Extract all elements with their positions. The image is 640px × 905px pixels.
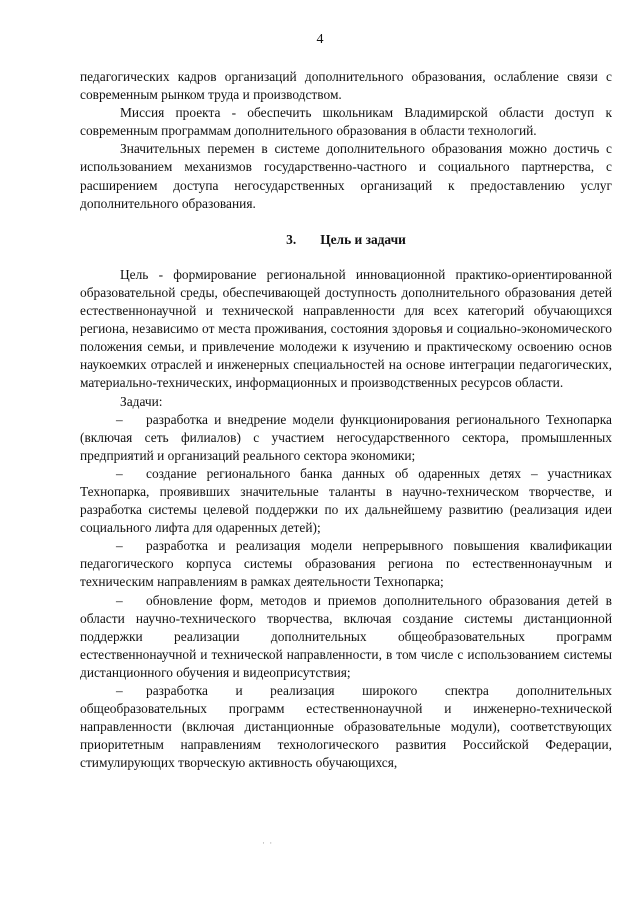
list-item-text: разработка и реализация модели непрерывного повышения квалификации педагогического корпуса системы образования региона по естественнонаучным и техническим направлениям в рамках деятельности Технопарка;: [80, 538, 612, 590]
dash-bullet: –: [116, 411, 123, 427]
paragraph: Значительных перемен в системе дополнительного образования можно достичь с использованием механизмов государственно-частного и социального партнерства, с расширением доступа негосударственных организаций к предоставлению услуг дополнительного образования.: [80, 141, 612, 211]
section-number: 3.: [286, 231, 297, 247]
list-item-text: разработка и реализация широкого спектра дополнительных общеобразовательных программ естественнонаучной и инженерно-технической направленности (включая дистанционные образовательные модули), соответствующих приоритетным направлениям технологического развития Российской Федерации, стимулирующих творческую активность обучающихся,: [80, 683, 612, 771]
list-item: [80, 592, 612, 682]
section-heading: [80, 231, 612, 249]
list-item-text: создание регионального банка данных об одаренных детях – участниках Технопарка, проявивших значительные таланты в научно-техническом творчестве, и разработка системы целевой поддержки по их дальнейшему развитию (реализация идеи социального лифта для одаренных детей);: [80, 465, 612, 536]
goal-paragraph: Цель - формирование региональной инновационной практико-ориентированной образовательной среды, обеспечивающей доступность дополнительного образования детей естественнонаучной и технической направленности для всех категорий обучающихся региона, независимо от места проживания, состояния здоровья и социально-экономического положения семьи, и привлечение молодежи к изучению и практическому освоению основ наукоемких отраслей и инженерных специальностей на основе интеграции педагогических, материально-технических, информационных и производственных ресурсов области.: [80, 266, 612, 391]
paragraph: педагогических кадров организаций дополнительного образования, ослабление связи с современным рынком труда и производством.: [80, 69, 612, 103]
page-number: 4: [316, 32, 324, 47]
section-title: Цель и задачи: [320, 231, 406, 247]
document-body: [80, 68, 612, 772]
dash-bullet: –: [116, 683, 123, 698]
list-item: [80, 537, 612, 591]
list-item: [80, 411, 612, 465]
dash-bullet: –: [116, 592, 123, 608]
list-item-text: разработка и внедрение модели функционирования регионального Технопарка (включая сеть филиалов) с участием негосударственного сектора, промышленных предприятий и организаций реального сектора экономики;: [80, 411, 612, 463]
tasks-label: Задачи:: [120, 393, 163, 409]
list-item: [80, 465, 612, 537]
list-item: [80, 682, 612, 772]
scan-artifact: · ·: [262, 838, 274, 848]
paragraph: Миссия проекта - обеспечить школьникам Владимирской области доступ к современным программам дополнительного образования в области технологий.: [80, 105, 612, 139]
dash-bullet: –: [116, 538, 123, 554]
dash-bullet: –: [116, 465, 123, 481]
list-item-text: обновление форм, методов и приемов дополнительного образования детей в области научно-технического творчества, включая создание системы дистанционной поддержки реализации дополнительных общеобразовательных программ естественнонаучной и технической направленности, в том числе с использованием системы дистанционного обучения и видеоприсутствия;: [80, 592, 612, 680]
